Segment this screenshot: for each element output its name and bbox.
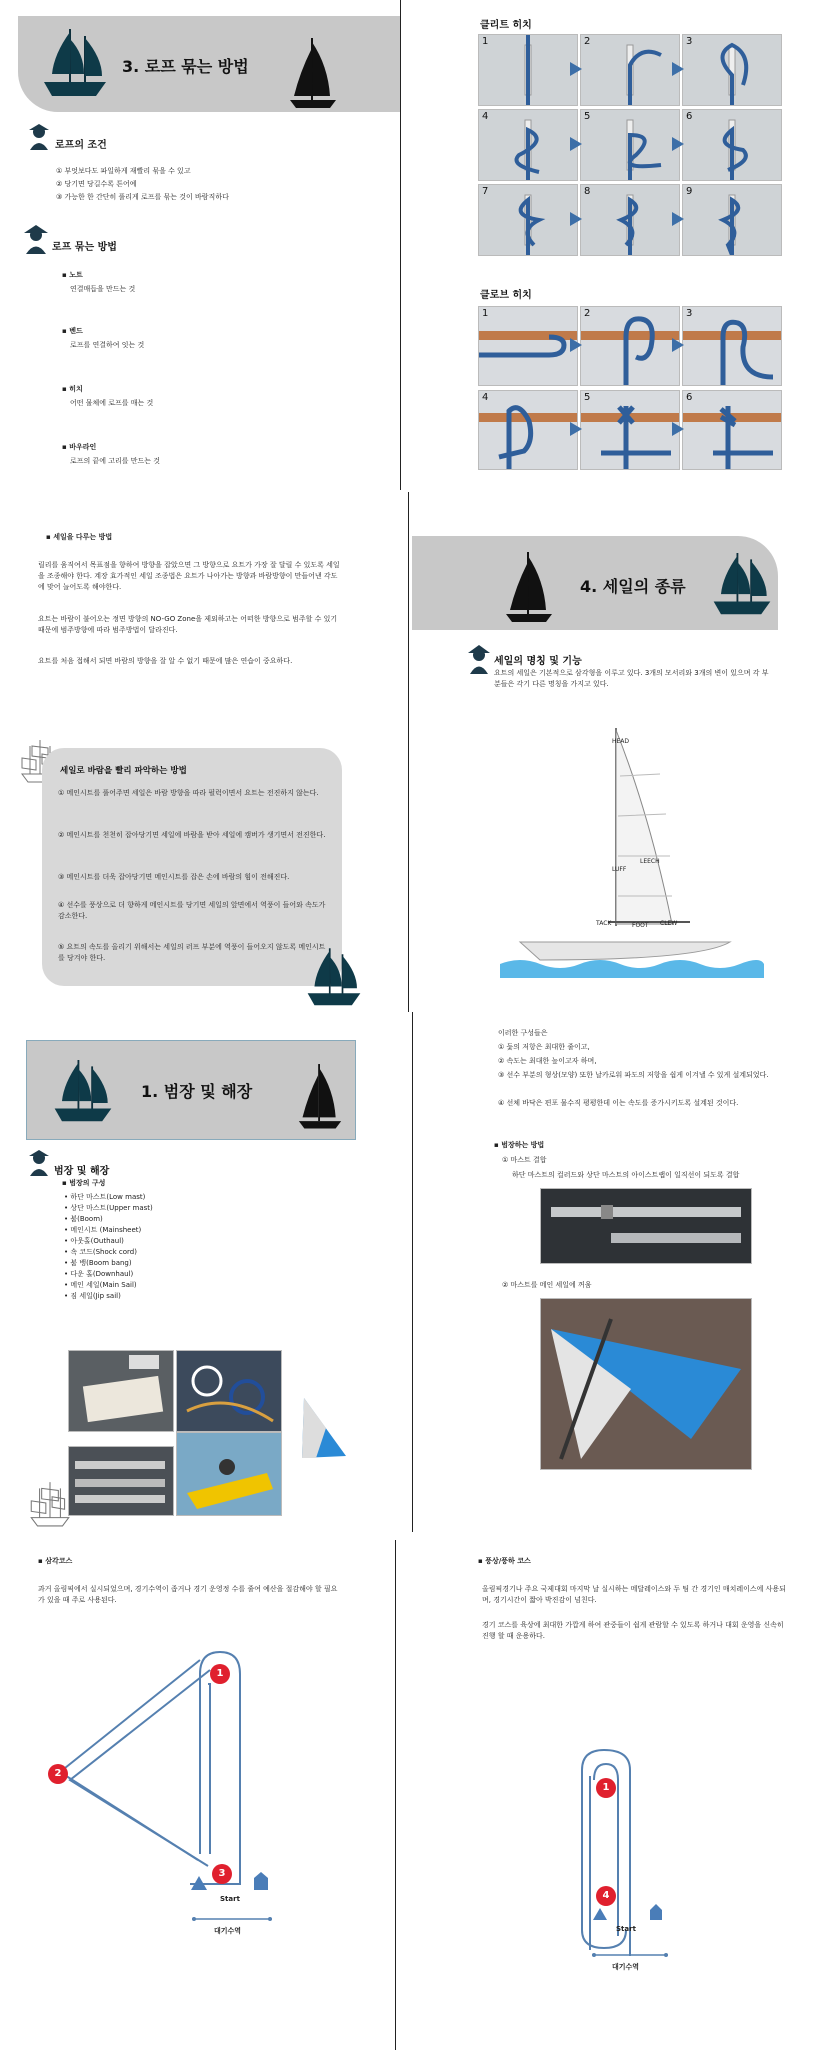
windward-course-diagram [560,1680,690,1980]
waiting-area-line [190,1914,274,1924]
cleat-photo-1: 1 [478,34,578,106]
rigging-banner-title: 1. 범장 및 해장 [141,1082,253,1101]
pirate-icon [26,1148,52,1178]
rig-method-step1: ① 마스트 결합 [502,1156,547,1164]
clove-photo-2: 2 [580,306,680,386]
course-mark-4: 4 [596,1886,616,1906]
rigging-heading: 범장 및 해장 [54,1166,110,1177]
wind-panel-item-1: ① 메인시트를 풀어주면 세일은 바람 방향을 따라 펄럭이면서 요트는 전진하지 않는다. [58,789,319,797]
rope-method-heading: 로프 묶는 방법 [52,242,117,253]
cleat-photo-4: 4 [478,109,578,181]
course-windward-desc2: 경기 코스를 육상에 최대한 가깝게 하여 관중들이 쉽게 관람할 수 있도록 하거나 대회 운영을 신속히 진행 할 때 운용하다. [482,1621,784,1640]
sailing-ship-icon [51,1053,115,1131]
triangle-course-diagram [30,1630,330,1935]
sail-handling-p1: 릴리를 움직여서 목표점을 향하여 방향을 잡았으면 그 방향으로 요트가 가장 잘 달릴 수 있도록 세일을 조종해야 한다. 계장 효가적인 세일 조종법은 요트가 나아가는 방향과 바람방향이 만들어낸 각도에 맞어 늘어도록 해야한다. [38,561,340,591]
rigging-parts-list [64,1192,153,1302]
method-title-4: ▪ 바우라인 [62,443,97,451]
method-title-1: ▪ 노트 [62,271,83,279]
wind-panel-heading: 세일로 바람을 빨리 파악하는 방법 [60,766,187,776]
course-start-label: Start [616,1925,636,1933]
wind-panel-item-3: ③ 메인시트를 더욱 잡아당기면 메인시트를 잡은 손에 바람의 힘이 전해진다. [58,873,290,881]
clove-photo-1: 1 [478,306,578,386]
cleat-photo-7: 7 [478,184,578,256]
rig-method-item-3: ③ 선수 부분의 형상(모양) 또한 날카로워 파도의 저항을 쉽게 이겨낼 수 있게 설계되었다. [498,1071,769,1079]
sail-label-foot: FOOT [632,922,649,929]
clove-photo-5: 5 [580,390,680,470]
cleat-photo-9: 9 [682,184,782,256]
rigging-banner [26,1040,356,1140]
course-mark-1: 1 [596,1778,616,1798]
clove-title: 클로브 히치 [480,290,532,301]
course-waiting-label: 대기수역 [612,1963,640,1971]
list-item: • 짐 세일(Jip sail) [64,1292,121,1300]
list-item: • 메인 세일(Main Sail) [64,1281,137,1289]
mast-joint-photo [540,1188,752,1264]
wind-panel-item-4: ④ 선수를 풍상으로 더 향하게 메인시트를 당기면 세일의 앞면에서 역풍이 들어와 속도가 감소한다. [58,901,326,920]
sailboat-icon [504,550,554,630]
method-desc-4: 로프의 끝에 고리를 만드는 것 [70,457,161,465]
rigging-sub: ▪ 범장의 구성 [62,1179,106,1187]
pirate-icon [26,122,52,152]
start-mark-icon [592,1906,608,1922]
sail-types-banner-title: 4. 세일의 종류 [580,577,686,596]
start-mark-icon [190,1874,208,1892]
course-start-label: Start [220,1895,240,1903]
course-windward-desc1: 올림픽경기나 주요 국제대회 마지막 날 실시하는 메달레이스와 두 팀 간 경기인 매치레이스에 사용되며, 경기시간이 짧아 박진감이 넘친다. [482,1585,786,1604]
sail-label-leech: LEECH [640,858,660,865]
sailing-ship-icon [40,24,110,104]
course-mark-3: 3 [212,1864,232,1884]
wind-panel-item-2: ② 메인시트를 천천히 잡아당기면 세일에 바람을 받아 세일에 캠버가 생기면서 전진한다. [58,831,326,839]
clove-photo-4: 4 [478,390,578,470]
rope-cond-1: ① 부엇보다도 파일하게 재빨리 묶을 수 있고 [56,167,191,175]
arrow-icon [672,212,684,226]
arrow-icon [570,137,582,151]
rig-method-intro: 이러한 구성들은 [498,1029,548,1037]
method-desc-1: 연결매듭을 만드는 것 [70,285,136,293]
list-item: • 붐(Boom) [64,1215,103,1223]
course-triangle-desc: 과거 올림픽에서 실시되었으며, 경기수역이 좁거나 경기 운영정 수를 줄여 예산을 절감해야 할 필요가 있을 때 주로 사용된다. [38,1585,338,1604]
method-desc-2: 로프를 연결하여 잇는 것 [70,341,145,349]
arrow-icon [672,422,684,436]
sail-types-heading: 세일의 명칭 및 기능 [494,656,582,667]
rope-banner [18,16,400,112]
cleat-photo-5: 5 [580,109,680,181]
list-item: • 아웃홀(Outhaul) [64,1237,124,1245]
pirate-icon [22,224,50,256]
rig-photo-sail-board [68,1350,174,1432]
sail-handling-p3: 요트를 처음 접해서 되면 바람의 방향을 잘 알 수 없기 때문에 많은 연습이 중요하다. [38,657,293,665]
sail-types-banner [412,536,778,630]
method-desc-3: 어떤 물체에 로프를 매는 것 [70,399,154,407]
course-windward-heading: ▪ 풍상/풍하 코스 [478,1557,531,1565]
rope-cond-heading: 로프의 조건 [55,140,107,151]
list-item: • 쇽 코드(Shock cord) [64,1248,137,1256]
sail-label-head: HEAD [612,738,630,745]
method-title-2: ▪ 벤드 [62,327,83,335]
cleat-title: 클리트 히치 [480,20,532,31]
sail-label-tack: TACK [596,920,612,927]
rig-photo-masts [68,1446,174,1516]
sail-diagram [500,716,764,988]
clove-photo-6: 6 [682,390,782,470]
rig-method-item-4: ④ 선체 바닥은 편포 물수직 평평한데 이는 속도를 증가시키도록 설계된 것이다. [498,1099,739,1107]
rig-photo-ropes [176,1350,282,1432]
arrow-icon [672,338,684,352]
sail-label-luff: LUFF [612,866,627,873]
course-triangle-heading: ▪ 삼각코스 [38,1557,73,1565]
list-item: • 메인시트 (Mainsheet) [64,1226,142,1234]
sailboat-icon [297,1061,343,1137]
rig-method-step2: ② 마스트를 메인 세일에 꺼움 [502,1281,592,1289]
list-item: • 다운 홀(Downhaul) [64,1270,134,1278]
committee-boat-icon [648,1902,664,1922]
sail-mast-photo [540,1298,752,1470]
pirate-icon [466,644,492,676]
sail-handling-heading: ▪ 세일을 다루는 방법 [46,533,113,541]
wind-panel [42,748,342,986]
sail-label-clew: CLEW [660,920,678,927]
sailboat-icon [288,36,338,116]
committee-boat-icon [252,1870,270,1892]
rope-cond-3: ③ 가능한 한 간단히 풀리게 로프를 묶는 것이 바람직하다 [56,193,229,201]
method-title-3: ▪ 히치 [62,385,83,393]
rope-banner-title: 3. 로프 묶는 방법 [122,57,249,76]
arrow-icon [570,212,582,226]
rig-method-item-1: ① 돛의 저항은 최대한 줄이고, [498,1043,590,1051]
list-item: • 붐 뱅(Boom bang) [64,1259,132,1267]
sail-image-icon [296,1394,352,1468]
waiting-area-line [590,1950,670,1960]
arrow-icon [570,62,582,76]
rig-method-item-2: ② 속도는 최대한 높이고자 하며, [498,1057,597,1065]
sailing-ship-icon [304,944,364,1012]
ship-drawing-icon [28,1478,72,1528]
course-mark-2: 2 [48,1764,68,1784]
cleat-photo-3: 3 [682,34,782,106]
cleat-photo-8: 8 [580,184,680,256]
rig-method-step1-desc: 하단 마스트의 컬러드와 상단 마스트의 아이스트랩이 일직선이 되도록 결합 [512,1171,740,1179]
arrow-icon [672,137,684,151]
arrow-icon [672,62,684,76]
rig-photo-boat [176,1432,282,1516]
course-mark-1: 1 [210,1664,230,1684]
course-waiting-label: 대기수역 [214,1927,242,1935]
rope-cond-2: ② 당기면 당길수록 튼어예 [56,180,137,188]
sail-handling-p2: 요트는 바람이 불어오는 정면 방향의 NO-GO Zone을 제외하고는 어떠한 방향으로 범주할 수 있기 때문에 범주방향에 따라 범주방법이 달라진다. [38,615,338,634]
sailing-ship-icon [710,548,774,622]
cleat-photo-2: 2 [580,34,680,106]
cleat-photo-6: 6 [682,109,782,181]
clove-photo-3: 3 [682,306,782,386]
clove-grid [478,306,780,468]
rig-method-heading: ▪ 범장하는 방법 [494,1141,545,1149]
arrow-icon [570,422,582,436]
list-item: • 상단 마스트(Upper mast) [64,1204,153,1212]
arrow-icon [570,338,582,352]
wind-panel-item-5: ⑤ 요트의 속도를 올리기 위해서는 세일의 러프 부분에 역풍이 들어오지 않도록 메인시트를 당겨야 한다. [58,943,326,962]
sail-types-desc: 요트의 세일은 기본적으로 삼각형을 이루고 있다. 3개의 모서리와 3개의 변이 있으며 각 부분들은 각기 다른 명칭을 가지고 있다. [494,669,769,688]
list-item: • 하단 마스트(Low mast) [64,1193,146,1201]
cleat-grid [478,34,780,254]
